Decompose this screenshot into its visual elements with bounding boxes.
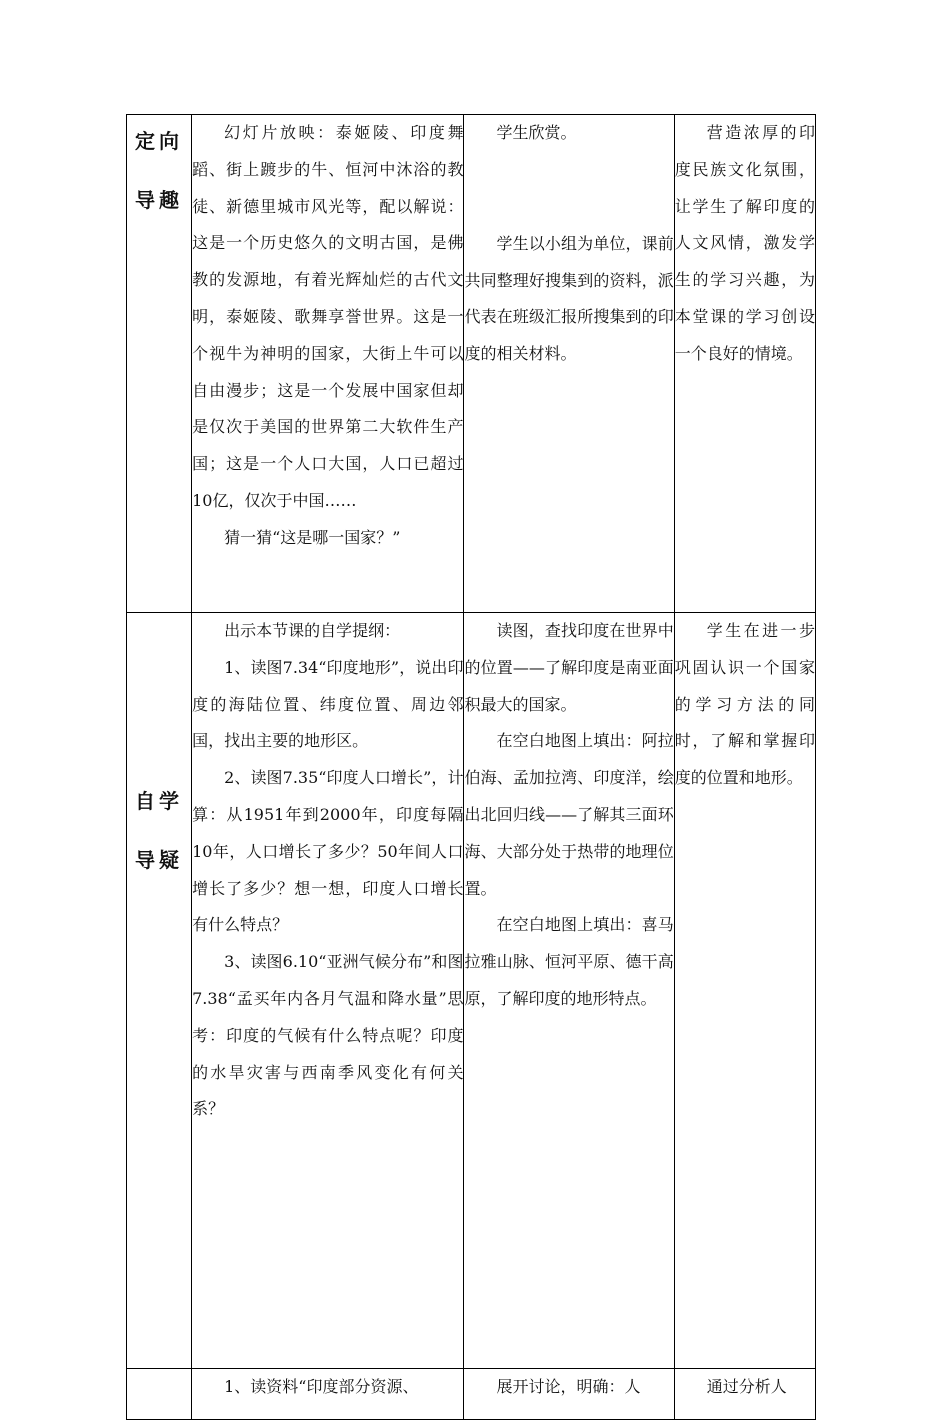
stage-label: 定向 xyxy=(135,129,184,153)
student-activity-cell xyxy=(464,115,674,613)
design-intent-cell xyxy=(674,613,815,1369)
teacher-activity-text: 3、读图6.10“亚洲气候分布”和图7.38“孟买年内各月气温和降水量”思考：印度的气候有什么特点呢？印度的水旱灾害与西南季风变化有何关系？ xyxy=(192,952,464,1119)
lesson-plan-table xyxy=(126,114,816,1420)
student-activity-text: 读图，查找印度在世界中的位置——了解印度是南亚面积最大的国家。 xyxy=(464,621,674,714)
stage-label: 导趣 xyxy=(135,188,184,212)
table-row xyxy=(127,1369,816,1420)
student-activity-text: 在空白地图上填出：阿拉伯海、孟加拉湾、印度洋，绘出北回归线——了解其三面环海、大部分处于热带的地理位置。 xyxy=(464,731,674,898)
teacher-activity-text: 出示本节课的自学提纲： xyxy=(224,621,401,640)
design-intent-text: 通过分析人 xyxy=(706,1377,787,1396)
table-row xyxy=(127,613,816,1369)
student-activity-text: 学生以小组为单位，课前共同整理好搜集到的资料，派代表在班级汇报所搜集到的印度的相关材料。 xyxy=(464,233,674,364)
teacher-activity-cell xyxy=(192,613,464,1369)
stage-label: 自学 xyxy=(135,789,184,813)
stage-cell xyxy=(127,115,192,613)
design-intent-text: 学生在进一步巩固认识一个国家的学习方法的同时，了解和掌握印度的位置和地形。 xyxy=(674,621,815,788)
table-row xyxy=(127,115,816,613)
student-activity-text: 展开讨论，明确：人 xyxy=(496,1377,641,1396)
student-activity-text: 学生欣赏。 xyxy=(496,123,577,142)
student-activity-cell xyxy=(464,613,674,1369)
design-intent-cell xyxy=(674,1369,815,1420)
teacher-activity-text: 1、读资料“印度部分资源、 xyxy=(224,1377,419,1396)
student-activity-text: 在空白地图上填出：喜马拉雅山脉、恒河平原、德干高原，了解印度的地形特点。 xyxy=(464,915,674,1008)
design-intent-cell xyxy=(674,115,815,613)
teacher-activity-text: 1、读图7.34“印度地形”，说出印度的海陆位置、纬度位置、周边邻国，找出主要的地形区。 xyxy=(192,657,464,751)
teacher-activity-text: 2、读图7.35“印度人口增长”，计算：从1951年到2000年，印度每隔10年，人口增长了多少？50年间人口增长了多少？想一想，印度人口增长有什么特点？ xyxy=(192,768,464,935)
student-activity-cell xyxy=(464,1369,674,1420)
stage-cell xyxy=(127,613,192,1369)
design-intent-text: 营造浓厚的印度民族文化氛围，让学生了解印度的人文风情，激发学生的学习兴趣，为本堂课的学习创设一个良好的情境。 xyxy=(674,123,815,363)
teacher-activity-cell xyxy=(192,115,464,613)
teacher-activity-text: 猜一猜“这是哪一国家？” xyxy=(224,527,401,547)
teacher-activity-text: 幻灯片放映：泰姬陵、印度舞蹈、街上踱步的牛、恒河中沐浴的教徒、新德里城市风光等，配以解说：这是一个历史悠久的文明古国，是佛教的发源地，有着光辉灿烂的古代文明，泰姬陵、歌舞享誉世界。这是一个视牛为神明的国家，大街上牛可以自由漫步；这是一个发展中国家但却是仅次于美国的世界第二大软件生产国；这是一个人口大国，人口已超过10亿，仅次于中国…… xyxy=(192,123,464,510)
teacher-activity-cell xyxy=(192,1369,464,1420)
stage-cell xyxy=(127,1369,192,1420)
stage-label: 导疑 xyxy=(135,848,184,872)
